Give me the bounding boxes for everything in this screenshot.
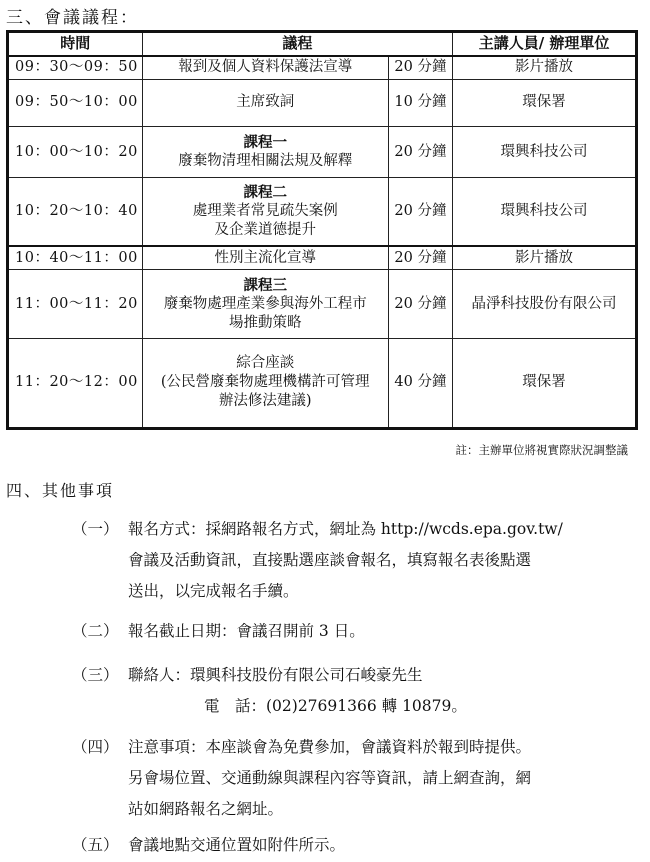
list-item (72, 732, 632, 825)
row-time: 10：00～10：20 (8, 126, 143, 177)
row-speaker: 環興科技公司 (453, 126, 637, 177)
row-time: 09：30～09：50 (8, 56, 143, 80)
list-item (72, 830, 632, 861)
course-title: 課程三 (243, 276, 287, 294)
section-4-title: 四、其他事項 (6, 481, 115, 500)
row-duration: 20 分鐘 (388, 56, 452, 80)
row-speaker: 環興科技公司 (453, 178, 637, 247)
row-speaker: 晶淨科技股份有限公司 (453, 270, 637, 339)
agenda-line: 場推動策略 (228, 314, 302, 331)
agenda-line: (公民營廢棄物處理機構許可管理 (160, 374, 370, 391)
table-row (8, 178, 637, 247)
item-line: 報名截止日期：會議召開前 3 日。 (128, 622, 365, 640)
row-duration: 20 分鐘 (388, 246, 452, 270)
item-line: 會議及活動資訊，直接點選座談會報名，填寫報名表後點選 (128, 551, 532, 569)
agenda-line: 主席致詞 (236, 94, 295, 111)
agenda-line: 性別主流化宣導 (214, 249, 316, 266)
row-duration: 20 分鐘 (388, 270, 452, 339)
item-label: （三） (72, 666, 119, 684)
table-row (8, 270, 637, 339)
row-time: 11：20～12：00 (8, 338, 143, 428)
row-speaker: 影片播放 (453, 56, 637, 80)
agenda-line: 報到及個人資料保護法宣導 (178, 59, 353, 76)
header-agenda: 議程 (142, 32, 452, 56)
agenda-line: 及企業道德提升 (214, 222, 316, 239)
item-label: （一） (72, 520, 119, 538)
table-row (8, 338, 637, 428)
row-agenda (142, 79, 388, 126)
row-agenda (142, 126, 388, 177)
row-agenda (142, 178, 388, 247)
agenda-line: 廢棄物清理相關法規及解釋 (178, 153, 353, 169)
row-time: 09：50～10：00 (8, 79, 143, 126)
list-item (72, 514, 632, 607)
table-row (8, 56, 637, 80)
item-line: 電 話：(02)27691366 轉 10879。 (204, 697, 467, 715)
course-title: 課程一 (243, 134, 287, 151)
item-line: 送出，以完成報名手續。 (128, 582, 299, 600)
row-time: 10：40～11：00 (8, 246, 143, 270)
row-speaker: 影片播放 (453, 246, 637, 270)
section-3-title: 三、會議議程： (6, 8, 139, 28)
row-duration: 10 分鐘 (388, 79, 452, 126)
course-title: 課程二 (243, 184, 287, 202)
item-line: 站如網路報名之網址。 (128, 800, 284, 818)
row-time: 10：20～10：40 (8, 178, 143, 247)
item-label: （四） (72, 738, 119, 756)
list-item (72, 616, 632, 647)
row-agenda (142, 338, 388, 428)
table-header-row (8, 32, 637, 56)
agenda-line: 辦法修法建議) (218, 393, 312, 410)
item-line: 注意事項：本座談會為免費參加，會議資料於報到時提供。 (128, 738, 532, 756)
item-label: （五） (72, 836, 119, 854)
table-row (8, 79, 637, 126)
row-agenda (142, 56, 388, 80)
agenda-table (6, 30, 638, 430)
list-item (72, 660, 632, 722)
row-speaker: 環保署 (453, 79, 637, 126)
row-duration: 40 分鐘 (388, 338, 452, 428)
item-line: 聯絡人：環興科技股份有限公司石峻豪先生 (128, 666, 423, 684)
row-duration: 20 分鐘 (388, 178, 452, 247)
row-agenda (142, 246, 388, 270)
agenda-line: 綜合座談 (236, 355, 295, 372)
row-duration: 20 分鐘 (388, 126, 452, 177)
item-line: 另會場位置、交通動線與課程內容等資訊，請上網查詢，網 (128, 769, 532, 787)
agenda-line: 廢棄物處理產業參與海外工程市 (163, 295, 367, 312)
table-row (8, 246, 637, 270)
header-speaker: 主講人員/ 辦理單位 (453, 32, 637, 56)
header-time: 時間 (8, 32, 143, 56)
row-speaker: 環保署 (453, 338, 637, 428)
row-agenda (142, 270, 388, 339)
row-time: 11：00～11：20 (8, 270, 143, 339)
agenda-line: 處理業者常見疏失案例 (192, 203, 338, 220)
item-label: （二） (72, 622, 119, 640)
adjustment-note: 註：主辦單位將視實際狀況調整議 (455, 443, 628, 457)
item-line: 報名方式：採網路報名方式，網址為 http://wcds.epa.gov.tw/ (128, 520, 563, 538)
item-line: 會議地點交通位置如附件所示。 (128, 836, 346, 854)
table-row (8, 126, 637, 177)
